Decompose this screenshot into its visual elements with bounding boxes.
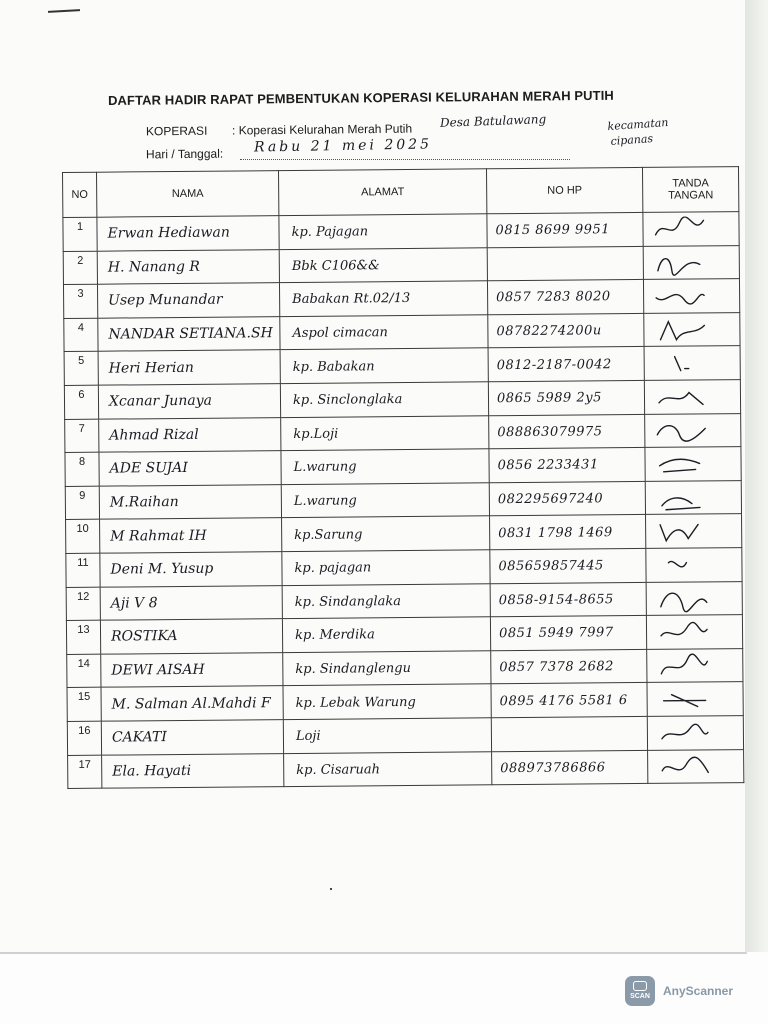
row-alamat-text: kp. Sindanglengu [295, 660, 412, 677]
row-nama [100, 552, 282, 587]
row-hp-text: 0895 4176 5581 6 [499, 692, 628, 709]
row-nama-text: CAKATI [111, 729, 167, 746]
header-nama: NAMA [97, 171, 279, 218]
table-header-row [63, 167, 739, 218]
row-hp-text: 0857 7378 2682 [499, 659, 614, 676]
handwritten-signature [653, 216, 705, 242]
handwritten-signature [656, 519, 708, 545]
row-nama-text: M.Raihan [109, 494, 179, 511]
row-no: 1 [63, 217, 97, 251]
row-hp-text: 0815 8699 9951 [495, 222, 611, 239]
row-nama-text: Deni M. Yusup [110, 560, 214, 578]
row-nama [99, 417, 281, 452]
row-hp-text: 08782274200u [496, 323, 602, 340]
row-hp [488, 347, 644, 382]
row-no: 8 [65, 452, 99, 486]
kecamatan-line-2: cipanas [610, 132, 654, 148]
row-signature [647, 682, 743, 716]
row-hp [490, 582, 646, 617]
handwritten-signature [655, 418, 707, 444]
row-no: 7 [65, 419, 99, 453]
handwritten-signature [655, 384, 707, 410]
row-alamat [282, 583, 490, 618]
row-signature [643, 245, 739, 279]
row-signature [644, 380, 740, 414]
row-nama-text: Xcanar Junaya [108, 392, 212, 410]
row-hp-text: 0812-2187-0042 [496, 356, 612, 373]
row-hp-text: 0856 2233431 [497, 457, 599, 474]
row-no: 6 [64, 385, 98, 419]
handwritten-signature [656, 552, 708, 578]
row-nama-text: M Rahmat IH [110, 527, 207, 545]
row-nama [98, 316, 280, 351]
handwritten-signature [655, 452, 707, 478]
row-alamat [282, 617, 490, 652]
table-row [68, 749, 744, 788]
row-hp-text: 0858-9154-8655 [498, 592, 614, 609]
row-nama-text: M. Salman Al.Mahdi F [111, 694, 271, 713]
handwritten-signature [657, 653, 709, 679]
scanner-brand-name: AnyScanner [663, 984, 734, 998]
row-nama [97, 249, 279, 284]
row-alamat-text: Aspol cimacan [292, 325, 388, 342]
row-alamat-text: kp. pajagan [294, 560, 372, 577]
row-alamat [283, 650, 491, 685]
handwritten-signature [656, 485, 708, 511]
row-hp [487, 212, 643, 247]
row-hp [491, 683, 647, 718]
row-no: 17 [68, 755, 102, 789]
row-nama [97, 283, 279, 318]
row-alamat-text: Loji [295, 728, 321, 745]
row-alamat [279, 247, 487, 282]
row-signature [646, 615, 742, 649]
row-hp [487, 246, 643, 281]
row-alamat [281, 483, 489, 518]
row-signature [643, 212, 739, 246]
handwritten-signature [654, 317, 706, 343]
row-hp-text: 082295697240 [497, 491, 604, 508]
row-hp [489, 481, 645, 516]
handwritten-signature [657, 619, 709, 645]
row-alamat [283, 684, 491, 719]
row-alamat-text: kp. Sinclonglaka [292, 392, 403, 409]
row-alamat [283, 718, 491, 753]
row-hp [488, 380, 644, 415]
row-nama [99, 451, 281, 486]
handwritten-signature [654, 250, 706, 276]
row-no: 9 [65, 486, 99, 520]
row-nama [100, 619, 282, 654]
row-hp [490, 515, 646, 550]
handwritten-signature [658, 720, 710, 746]
row-no: 12 [66, 587, 100, 621]
row-nama [101, 719, 283, 754]
row-alamat-text: kp. Cisaruah [296, 762, 380, 778]
attendance-table-wrapper [62, 166, 743, 789]
row-no: 11 [66, 553, 100, 587]
kecamatan-handwritten [607, 115, 670, 149]
row-nama-text: Ela. Hayati [112, 762, 192, 780]
row-hp-text: 0831 1798 1469 [498, 524, 613, 541]
row-alamat-text: L.warung [293, 459, 357, 476]
row-alamat [284, 751, 492, 786]
row-no: 15 [67, 687, 101, 721]
row-alamat [279, 281, 487, 316]
row-alamat [281, 415, 489, 450]
header-tangan: TANGAN [668, 189, 714, 202]
row-hp-text: 0857 7283 8020 [496, 289, 611, 306]
row-nama-text: Erwan Hediawan [107, 224, 230, 242]
row-hp-text: 088863079975 [497, 424, 603, 441]
koperasi-label: KOPERASI [145, 123, 208, 139]
row-nama-text: NANDAR SETIANA.SH [108, 325, 273, 343]
row-no: 16 [67, 721, 101, 755]
row-nama-text: Heri Herian [108, 359, 194, 377]
anyscanner-watermark [625, 976, 733, 1006]
handwritten-signature [655, 351, 707, 377]
row-signature [648, 749, 744, 783]
header-tanda: TANDA [672, 177, 709, 190]
row-hp [489, 448, 645, 483]
scanner-logo-icon [625, 976, 655, 1006]
koperasi-handwritten: Desa Batulawang [439, 112, 547, 130]
document-title: DAFTAR HADIR RAPAT PEMBENTUKAN KOPERASI KELURAHAN MERAH PUTIH [107, 87, 614, 109]
row-signature [645, 413, 741, 447]
row-alamat-text: Babakan Rt.02/13 [292, 291, 411, 308]
row-no: 10 [66, 520, 100, 554]
row-alamat-text: Bbk C106&& [291, 258, 380, 274]
row-signature [644, 312, 740, 346]
tanggal-label: Hari / Tanggal [145, 146, 220, 162]
row-nama-text: Usep Munandar [108, 292, 223, 310]
row-alamat-text: kp. Lebak Warung [295, 694, 416, 711]
row-hp-text: 0851 5949 7997 [498, 625, 614, 642]
row-signature [644, 346, 740, 380]
row-hp [491, 649, 647, 684]
row-hp [488, 313, 644, 348]
header-hp: NO HP [486, 167, 642, 213]
row-hp-text [492, 727, 500, 742]
row-no: 14 [67, 654, 101, 688]
pen-mark [48, 9, 80, 13]
row-hp-text: 0865 5989 2y5 [496, 390, 602, 407]
row-alamat [282, 516, 490, 551]
row-nama [98, 350, 280, 385]
row-nama-text: DEWI AISAH [111, 661, 205, 679]
row-signature [645, 447, 741, 481]
row-nama [101, 686, 283, 721]
row-hp-text: 085659857445 [498, 558, 604, 575]
row-alamat-text: L.warung [293, 493, 357, 510]
row-nama [99, 484, 281, 519]
row-hp-text: 088973786866 [500, 760, 606, 776]
handwritten-signature [657, 586, 709, 612]
row-nama [100, 585, 282, 620]
row-alamat-text: kp. Sindanglaka [294, 593, 402, 610]
row-hp [491, 716, 647, 751]
row-hp [490, 548, 646, 583]
attendance-table [62, 166, 744, 789]
row-nama [101, 652, 283, 687]
row-signature [645, 480, 741, 514]
row-alamat-text: kp.Loji [293, 426, 339, 442]
scan-background-edge [745, 0, 768, 952]
row-alamat [280, 348, 488, 383]
row-alamat-text: kp. Pajagan [291, 224, 369, 241]
scanner-logo-text: SCAN [630, 993, 650, 1000]
tanggal-line-label [146, 147, 223, 162]
handwritten-signature [658, 754, 710, 780]
koperasi-value: : Koperasi Kelurahan Merah Putih [231, 121, 413, 138]
row-nama-text: ADE SUJAI [109, 460, 188, 478]
row-nama [100, 518, 282, 553]
koperasi-line [146, 122, 412, 139]
row-nama-text: Ahmad Rizal [109, 426, 199, 444]
camera-icon [633, 981, 647, 991]
kecamatan-line-1: kecamatan [607, 115, 669, 134]
row-alamat [281, 449, 489, 484]
header-no: NO [63, 172, 97, 217]
row-nama [97, 216, 279, 251]
row-alamat [279, 214, 487, 249]
tanggal-colon: : [219, 146, 224, 161]
row-signature [647, 715, 743, 749]
row-hp [492, 750, 648, 785]
tanggal-dotted-line [240, 159, 570, 160]
stray-dot [330, 888, 332, 890]
row-alamat [282, 550, 490, 585]
row-nama [98, 384, 280, 419]
row-signature [646, 514, 742, 548]
row-alamat [280, 315, 488, 350]
header-tanda-tangan [642, 167, 738, 213]
header-alamat: ALAMAT [278, 169, 486, 216]
row-alamat-text: kp. Babakan [292, 358, 375, 375]
row-alamat [280, 382, 488, 417]
row-signature [643, 279, 739, 313]
row-nama-text: H. Nanang R [107, 258, 200, 276]
row-signature [646, 548, 742, 582]
row-nama [102, 753, 284, 788]
row-no: 4 [64, 318, 98, 352]
handwritten-signature [658, 687, 710, 713]
row-hp [489, 414, 645, 449]
row-hp [490, 616, 646, 651]
row-alamat-text: kp.Sarung [294, 527, 363, 543]
row-nama-text: ROSTIKA [110, 628, 178, 646]
row-hp [487, 280, 643, 315]
row-signature [646, 581, 742, 615]
row-no: 5 [64, 352, 98, 386]
tanggal-handwritten: Rabu 21 mei 2025 [253, 136, 433, 156]
row-no: 13 [66, 620, 100, 654]
row-no: 2 [63, 251, 97, 285]
row-signature [647, 648, 743, 682]
row-hp-text [488, 257, 496, 272]
row-no: 3 [63, 284, 97, 318]
row-alamat-text: kp. Merdika [294, 627, 375, 644]
row-nama-text: Aji V 8 [110, 595, 158, 612]
handwritten-signature [654, 284, 706, 310]
